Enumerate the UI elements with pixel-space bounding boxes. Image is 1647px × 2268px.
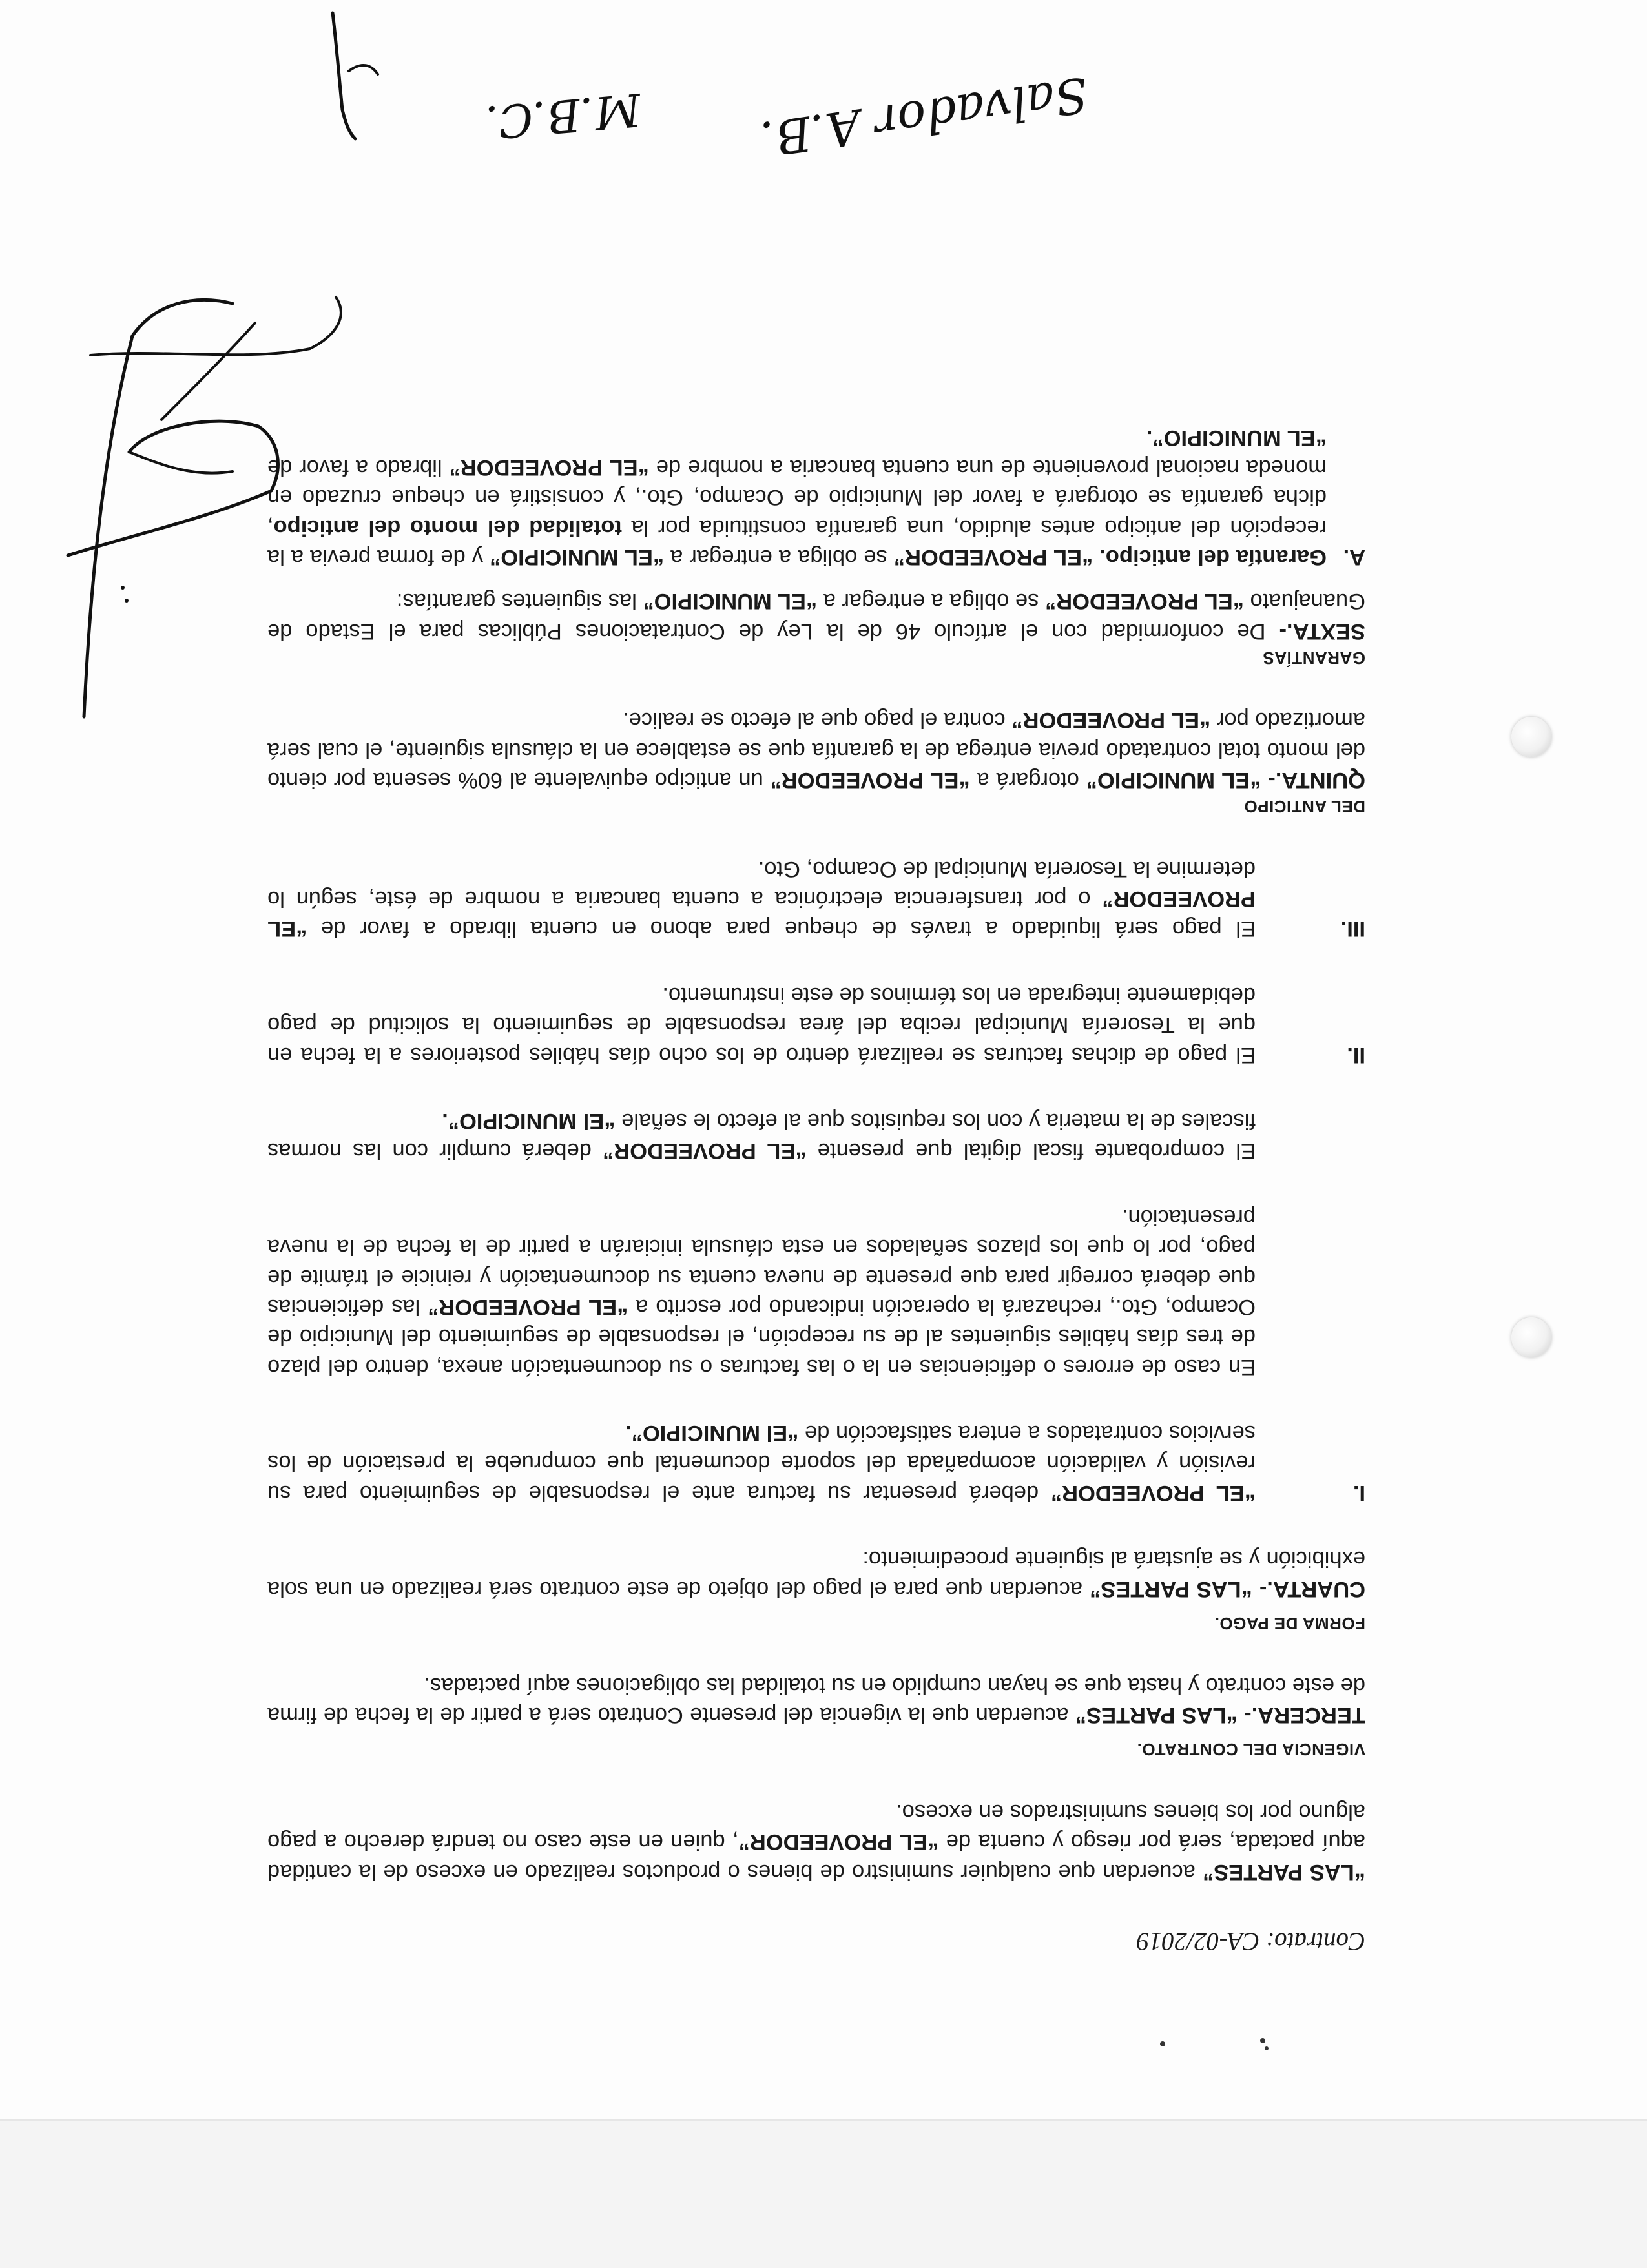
item-number: II. <box>1347 1042 1365 1067</box>
contract-number-header: Contrato: CA-02/2019 <box>1136 1928 1365 1955</box>
clause-quinta: QUINTA.- “EL MUNICIPIO” otorgará a “EL PROVEEDOR” un anticipo equivalente al 60% sesenta por ciento del monto total contratado previa entrega de la garantía que se establece en la cláusula siguiente, el cual será amortizado por “EL PROVEEDOR” contra el pago que al efecto se realice. <box>267 708 1365 793</box>
item-i-paragraph-1: “EL PROVEEDOR” deberá presentar su factura ante el responsable de seguimiento para su revisión y validación acompañada del soporte documental que compruebe la prestación de los servicios contratados a entera satisfacción de “El MUNICIPIO”. <box>267 1421 1256 1505</box>
list-item-iii <box>267 854 1365 943</box>
item-i-paragraph-2: En caso de errores o deficiencias en la o las facturas o su documentación anexa, dentro del plazo de tres días hábiles siguientes al de su recepción, el responsable de seguimiento del Municipio de Ocampo, Gto., rechazará la operación indicando por escrito a “EL PROVEEDOR” las deficiencias que deberá corregir para que presente de nueva cuenta su documentación y reinicie el trámite de pago, por lo que los plazos señalados en esta cláusula iniciarán a partir de la fecha de la nueva presentación. <box>267 1204 1256 1379</box>
clause-sexta: SEXTA.- De conformidad con el artículo 46 de la Ley de Contrataciones Públicas para el Estado de Guanajuato “EL PROVEEDOR” se obliga a entregar a “EL MUNICIPIO” las siguientes garantías: <box>267 589 1365 644</box>
handwritten-initials: M.B.C. <box>483 83 643 149</box>
list-item-ii <box>267 980 1365 1069</box>
clause-tercera: TERCERA.- “LAS PARTES” acuerdan que la vigencia del presente Contrato será a partir de la fecha de firma de este contrato y hasta que se hayan cumplido en su totalidad las obligaciones aquí pactadas. <box>267 1673 1365 1728</box>
item-number: I. <box>1352 1480 1365 1505</box>
list-item-i <box>267 1106 1365 1508</box>
clause-cuarta: CUARTA.- “LAS PARTES” acuerdan que para el pago del objeto de este contrato será realizado en una sola exhibición y se ajustará al siguiente procedimiento: <box>267 1547 1365 1602</box>
item-ii-paragraph: El pago de dichas facturas se realizará dentro de los ocho días hábiles posteriores a la fecha en que la Tesorería Municipal reciba del área responsable de seguimiento la solicitud de pago debidamente integrada en los términos de este instrumento. <box>267 982 1256 1067</box>
handwritten-name: Salvador A.B. <box>757 66 1092 167</box>
item-a-paragraph: Garantía del anticipo. “EL PROVEEDOR” se obliga a entregar a “EL MUNICIPIO” y de forma previa a la recepción del anticipo antes aludido, una garantía constituida por la totalidad del monto del anticipo, dicha garantía se otorgará a favor del Municipio de Ocampo, Gto., y consistirá en cheque cruzado en moneda nacional proveniente de una cuenta bancaria a nombre de “EL PROVEEDOR” librado a favor de “EL MUNICIPIO”. <box>267 425 1327 570</box>
item-iii-paragraph: El pago será liquidado a través de cheque para abono en cuenta librado a favor de “EL PROVEEDOR” o por transferencia electrónica a cuenta bancaria a nombre de éste, según lo determine la Tesorería Municipal de Ocampo, Gto. <box>267 856 1256 942</box>
punch-hole-bottom <box>1511 1317 1551 1357</box>
punch-hole-top <box>1511 717 1551 757</box>
section-title-forma-de-pago: FORMA DE PAGO. <box>1214 1613 1365 1633</box>
section-title-garantias: GARANTÍAS <box>1262 648 1365 668</box>
scanner-background <box>0 2119 1647 2268</box>
section-title-vigencia: VIGENCIA DEL CONTRATO. <box>1137 1740 1365 1760</box>
section-title-del-anticipo: DEL ANTICIPO <box>1243 797 1365 817</box>
item-letter: A. <box>1343 545 1365 570</box>
paragraph-exceso: “LAS PARTES” acuerdan que cualquier suministro de bienes o productos realizado en exceso de la cantidad aquí pactada, será por riesgo y cuenta de “EL PROVEEDOR”, quien en este caso no tendrá derecho a pago alguno por los bienes suministrados en exceso. <box>267 1799 1365 1884</box>
list-item-a <box>267 422 1365 572</box>
item-number: III. <box>1340 916 1365 942</box>
item-i-paragraph-3: El comprobante fiscal digital que presente “EL PROVEEDOR” deberá cumplir con las normas fiscales de la materia y con los requisitos que al efecto le señale “El MUNICIPIO”. <box>267 1108 1256 1164</box>
contract-text <box>267 386 1365 1958</box>
